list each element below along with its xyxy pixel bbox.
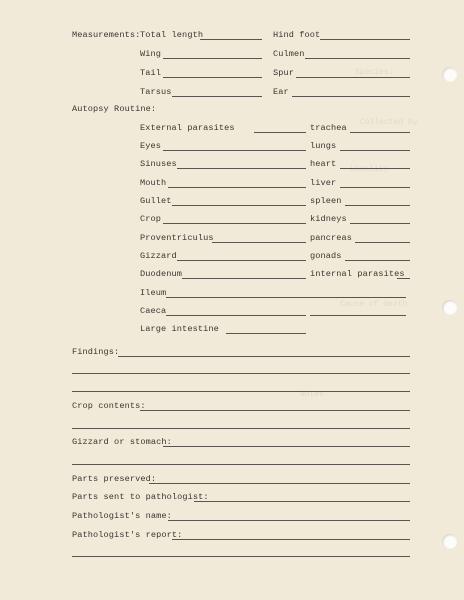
bleed-through-text: Cause of death (340, 300, 408, 309)
parts-sent-label: Parts sent to pathologist: (72, 492, 209, 502)
hind-foot-field[interactable] (320, 39, 410, 40)
spur-field[interactable] (296, 77, 410, 78)
wing-label: Wing (140, 49, 162, 59)
spleen-label: spleen (310, 196, 342, 206)
duodenum-field[interactable] (182, 278, 306, 279)
ileum-label: Ileum (140, 288, 167, 298)
pathologist-report-field[interactable] (172, 539, 410, 540)
proventriculus-label: Proventriculus (140, 233, 214, 243)
findings-label: Findings: (72, 347, 120, 357)
lungs-label: lungs (310, 141, 337, 151)
bleed-through-text: Collected by (360, 118, 418, 127)
external-parasites-label: External parasites (140, 123, 235, 133)
tail-field[interactable] (163, 77, 262, 78)
caeca-field-extra[interactable] (310, 315, 406, 316)
gizzard-field[interactable] (177, 260, 306, 261)
ear-field[interactable] (292, 96, 410, 97)
parts-preserved-field[interactable] (149, 483, 410, 484)
pancreas-field[interactable] (355, 242, 410, 243)
punch-hole (442, 300, 457, 315)
sinuses-label: Sinuses (140, 159, 177, 169)
spleen-field[interactable] (345, 205, 410, 206)
gizzard-or-stomach-field[interactable] (163, 446, 410, 447)
mouth-field[interactable] (168, 187, 306, 188)
findings-line[interactable] (72, 391, 410, 392)
parts-preserved-label: Parts preserved: (72, 474, 157, 484)
heart-label: heart (310, 159, 337, 169)
ileum-field[interactable] (166, 297, 406, 298)
caeca-field[interactable] (166, 315, 306, 316)
duodenum-label: Duodenum (140, 269, 183, 279)
spur-label: Spur (273, 68, 295, 78)
autopsy-routine-heading: Autopsy Routine: (72, 104, 157, 114)
findings-field[interactable] (118, 356, 410, 357)
proventriculus-field[interactable] (212, 242, 306, 243)
pancreas-label: pancreas (310, 233, 353, 243)
gonads-label: gonads (310, 251, 342, 261)
tail-label: Tail (140, 68, 162, 78)
measurements-heading: Measurements: (72, 30, 141, 40)
gullet-label: Gullet (140, 196, 172, 206)
punch-hole (442, 67, 457, 82)
trachea-field[interactable] (350, 132, 410, 133)
hind-foot-label: Hind foot (273, 30, 321, 40)
gullet-field[interactable] (172, 205, 306, 206)
total-length-label: Total length (140, 30, 204, 40)
liver-field[interactable] (340, 187, 410, 188)
crop-contents-field[interactable] (140, 410, 410, 411)
pathologist-name-field[interactable] (168, 520, 410, 521)
caeca-label: Caeca (140, 306, 167, 316)
internal-parasites-label: internal parasites (310, 269, 405, 279)
parts-sent-field[interactable] (194, 501, 410, 502)
trachea-label: trachea (310, 123, 347, 133)
ear-label: Ear (273, 87, 289, 97)
pathologist-name-label: Pathologist's name: (72, 511, 172, 521)
pathologist-report-line[interactable] (72, 556, 410, 557)
mouth-label: Mouth (140, 178, 167, 188)
kidneys-field[interactable] (350, 223, 410, 224)
gizzard-or-stomach-line[interactable] (72, 464, 410, 465)
gizzard-or-stomach-label: Gizzard or stomach: (72, 437, 172, 447)
crop-label: Crop (140, 214, 162, 224)
crop-field[interactable] (163, 223, 306, 224)
tarsus-field[interactable] (172, 96, 262, 97)
eyes-label: Eyes (140, 141, 162, 151)
internal-parasites-field[interactable] (397, 278, 410, 279)
tarsus-label: Tarsus (140, 87, 172, 97)
punch-hole (442, 534, 457, 549)
kidneys-label: kidneys (310, 214, 347, 224)
pathologist-report-label: Pathologist's report: (72, 530, 183, 540)
lungs-field[interactable] (340, 150, 410, 151)
crop-contents-line[interactable] (72, 428, 410, 429)
external-parasites-field[interactable] (254, 132, 306, 133)
findings-line[interactable] (72, 373, 410, 374)
bleed-through-text: Notes (300, 390, 325, 399)
culmen-field[interactable] (305, 58, 410, 59)
gizzard-label: Gizzard (140, 251, 177, 261)
culmen-label: Culmen (273, 49, 305, 59)
bleed-through-text: Locality (350, 165, 389, 174)
large-intestine-field[interactable] (226, 333, 306, 334)
total-length-field[interactable] (200, 39, 262, 40)
eyes-field[interactable] (163, 150, 306, 151)
liver-label: liver (310, 178, 337, 188)
gonads-field[interactable] (345, 260, 410, 261)
bleed-through-text: Species: (355, 68, 394, 77)
heart-field[interactable] (340, 168, 410, 169)
sinuses-field[interactable] (177, 168, 306, 169)
large-intestine-label: Large intestine (140, 324, 219, 334)
wing-field[interactable] (163, 58, 262, 59)
crop-contents-label: Crop contents: (72, 401, 146, 411)
